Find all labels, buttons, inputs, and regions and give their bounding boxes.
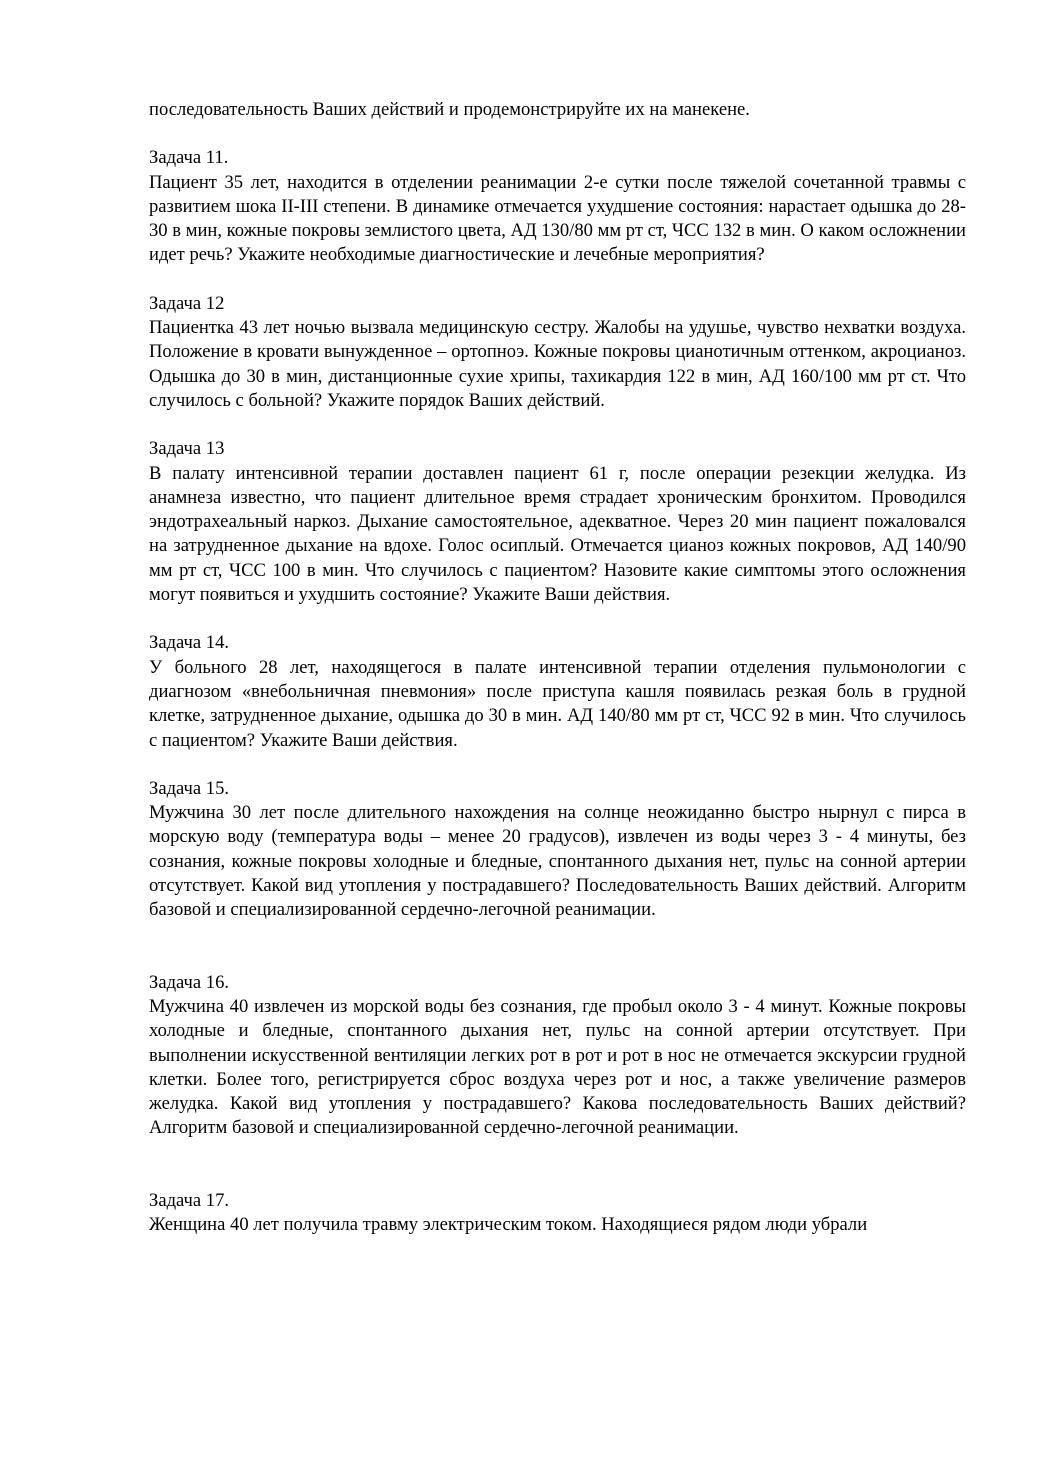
task-11 xyxy=(149,146,966,267)
task-title: Задача 17. xyxy=(149,1189,230,1211)
task-title: Задача 14. xyxy=(149,632,230,654)
task-body: Пациент 35 лет, находится в отделении реанимации 2-е сутки после тяжелой сочетанной травмы с развитием шока II-III степени. В динамике отмечается ухудшение состояния: нарастает одышка до 28-30 в мин, кожные покровы землистого цвета, АД 130/80 мм рт ст, ЧСС 132 в мин. О каком осложнении идет речь? Укажите необходимые диагностические и лечебные мероприятия? xyxy=(149,171,966,266)
task-body: Мужчина 30 лет после длительного нахождения на солнце неожиданно быстро нырнул с пирса в морскую воду (температура воды – менее 20 градусов), извлечен из воды через 3 - 4 минуты, без сознания, кожные покровы холодные и бледные, спонтанного дыхания нет, пульс на сонной артерии отсутствует. Какой вид утопления у пострадавшего? Последовательность Ваших действий. Алгоритм базовой и специализированной сердечно-легочной реанимации. xyxy=(149,802,966,921)
task-body: Пациентка 43 лет ночью вызвала медицинскую сестру. Жалобы на удушье, чувство нехватки воздуха. Положение в кровати вынужденное – ортопноэ. Кожные покровы цианотичным оттенком, акроцианоз. Одышка до 30 в мин, дистанционные сухие хрипы, тахикардия 122 в мин, АД 160/100 мм рт ст. Что случилось с больной? Укажите порядок Ваших действий. xyxy=(149,317,966,411)
task-title: Задача 11. xyxy=(149,147,229,169)
continuation-paragraph: последовательность Ваших действий и продемонстрируйте их на манекене. xyxy=(149,99,750,120)
task-12 xyxy=(149,292,966,413)
task-14 xyxy=(149,631,966,752)
task-title: Задача 15. xyxy=(149,777,230,799)
task-body: Женщина 40 лет получила травму электрическим током. Находящиеся рядом люди убрали xyxy=(149,1213,868,1235)
task-title: Задача 12 xyxy=(149,292,225,314)
task-15 xyxy=(149,777,966,923)
document-page xyxy=(149,98,966,1261)
task-body: В палату интенсивной терапии доставлен пациент 61 г, после операции резекции желудка. Из анамнеза известно, что пациент длительное время страдает хроническим бронхитом. Проводился эндотрахеальный наркоз. Дыхание самостоятельное, адекватное. Через 20 мин пациент пожаловался на затрудненное дыхание на вдохе. Голос осиплый. Отмечается цианоз кожных покровов, АД 140/90 мм рт ст, ЧСС 100 в мин. Что случилось с пациентом? Назовите какие симптомы этого осложнения могут появиться и ухудшить состояние? Укажите Ваши действия. xyxy=(149,462,966,606)
task-body: У больного 28 лет, находящегося в палате интенсивной терапии отделения пульмонологии с диагнозом «внебольничная пневмония» после приступа кашля появилась резкая боль в грудной клетке, затрудненное дыхание, одышка до 30 в мин. АД 140/80 мм рт ст, ЧСС 92 в мин. Что случилось с пациентом? Укажите Ваши действия. xyxy=(149,656,966,751)
task-title: Задача 13 xyxy=(149,438,225,460)
task-title: Задача 16. xyxy=(149,971,230,993)
task-body: Мужчина 40 извлечен из морской воды без сознания, где пробыл около 3 - 4 минут. Кожные покровы холодные и бледные, спонтанного дыхания нет, пульс на сонной артерии отсутствует. При выполнении искусственной вентиляции легких рот в рот и рот в нос не отмечается экскурсии грудной клетки. Более того, регистрируется сброс воздуха через рот и нос, а также увеличение размеров желудка. Какой вид утопления у пострадавшего? Какова последовательность Ваших действий? Алгоритм базовой и специализированной сердечно-легочной реанимации. xyxy=(149,995,966,1139)
task-13 xyxy=(149,437,966,607)
task-17 xyxy=(149,1189,966,1238)
task-16 xyxy=(149,971,966,1141)
